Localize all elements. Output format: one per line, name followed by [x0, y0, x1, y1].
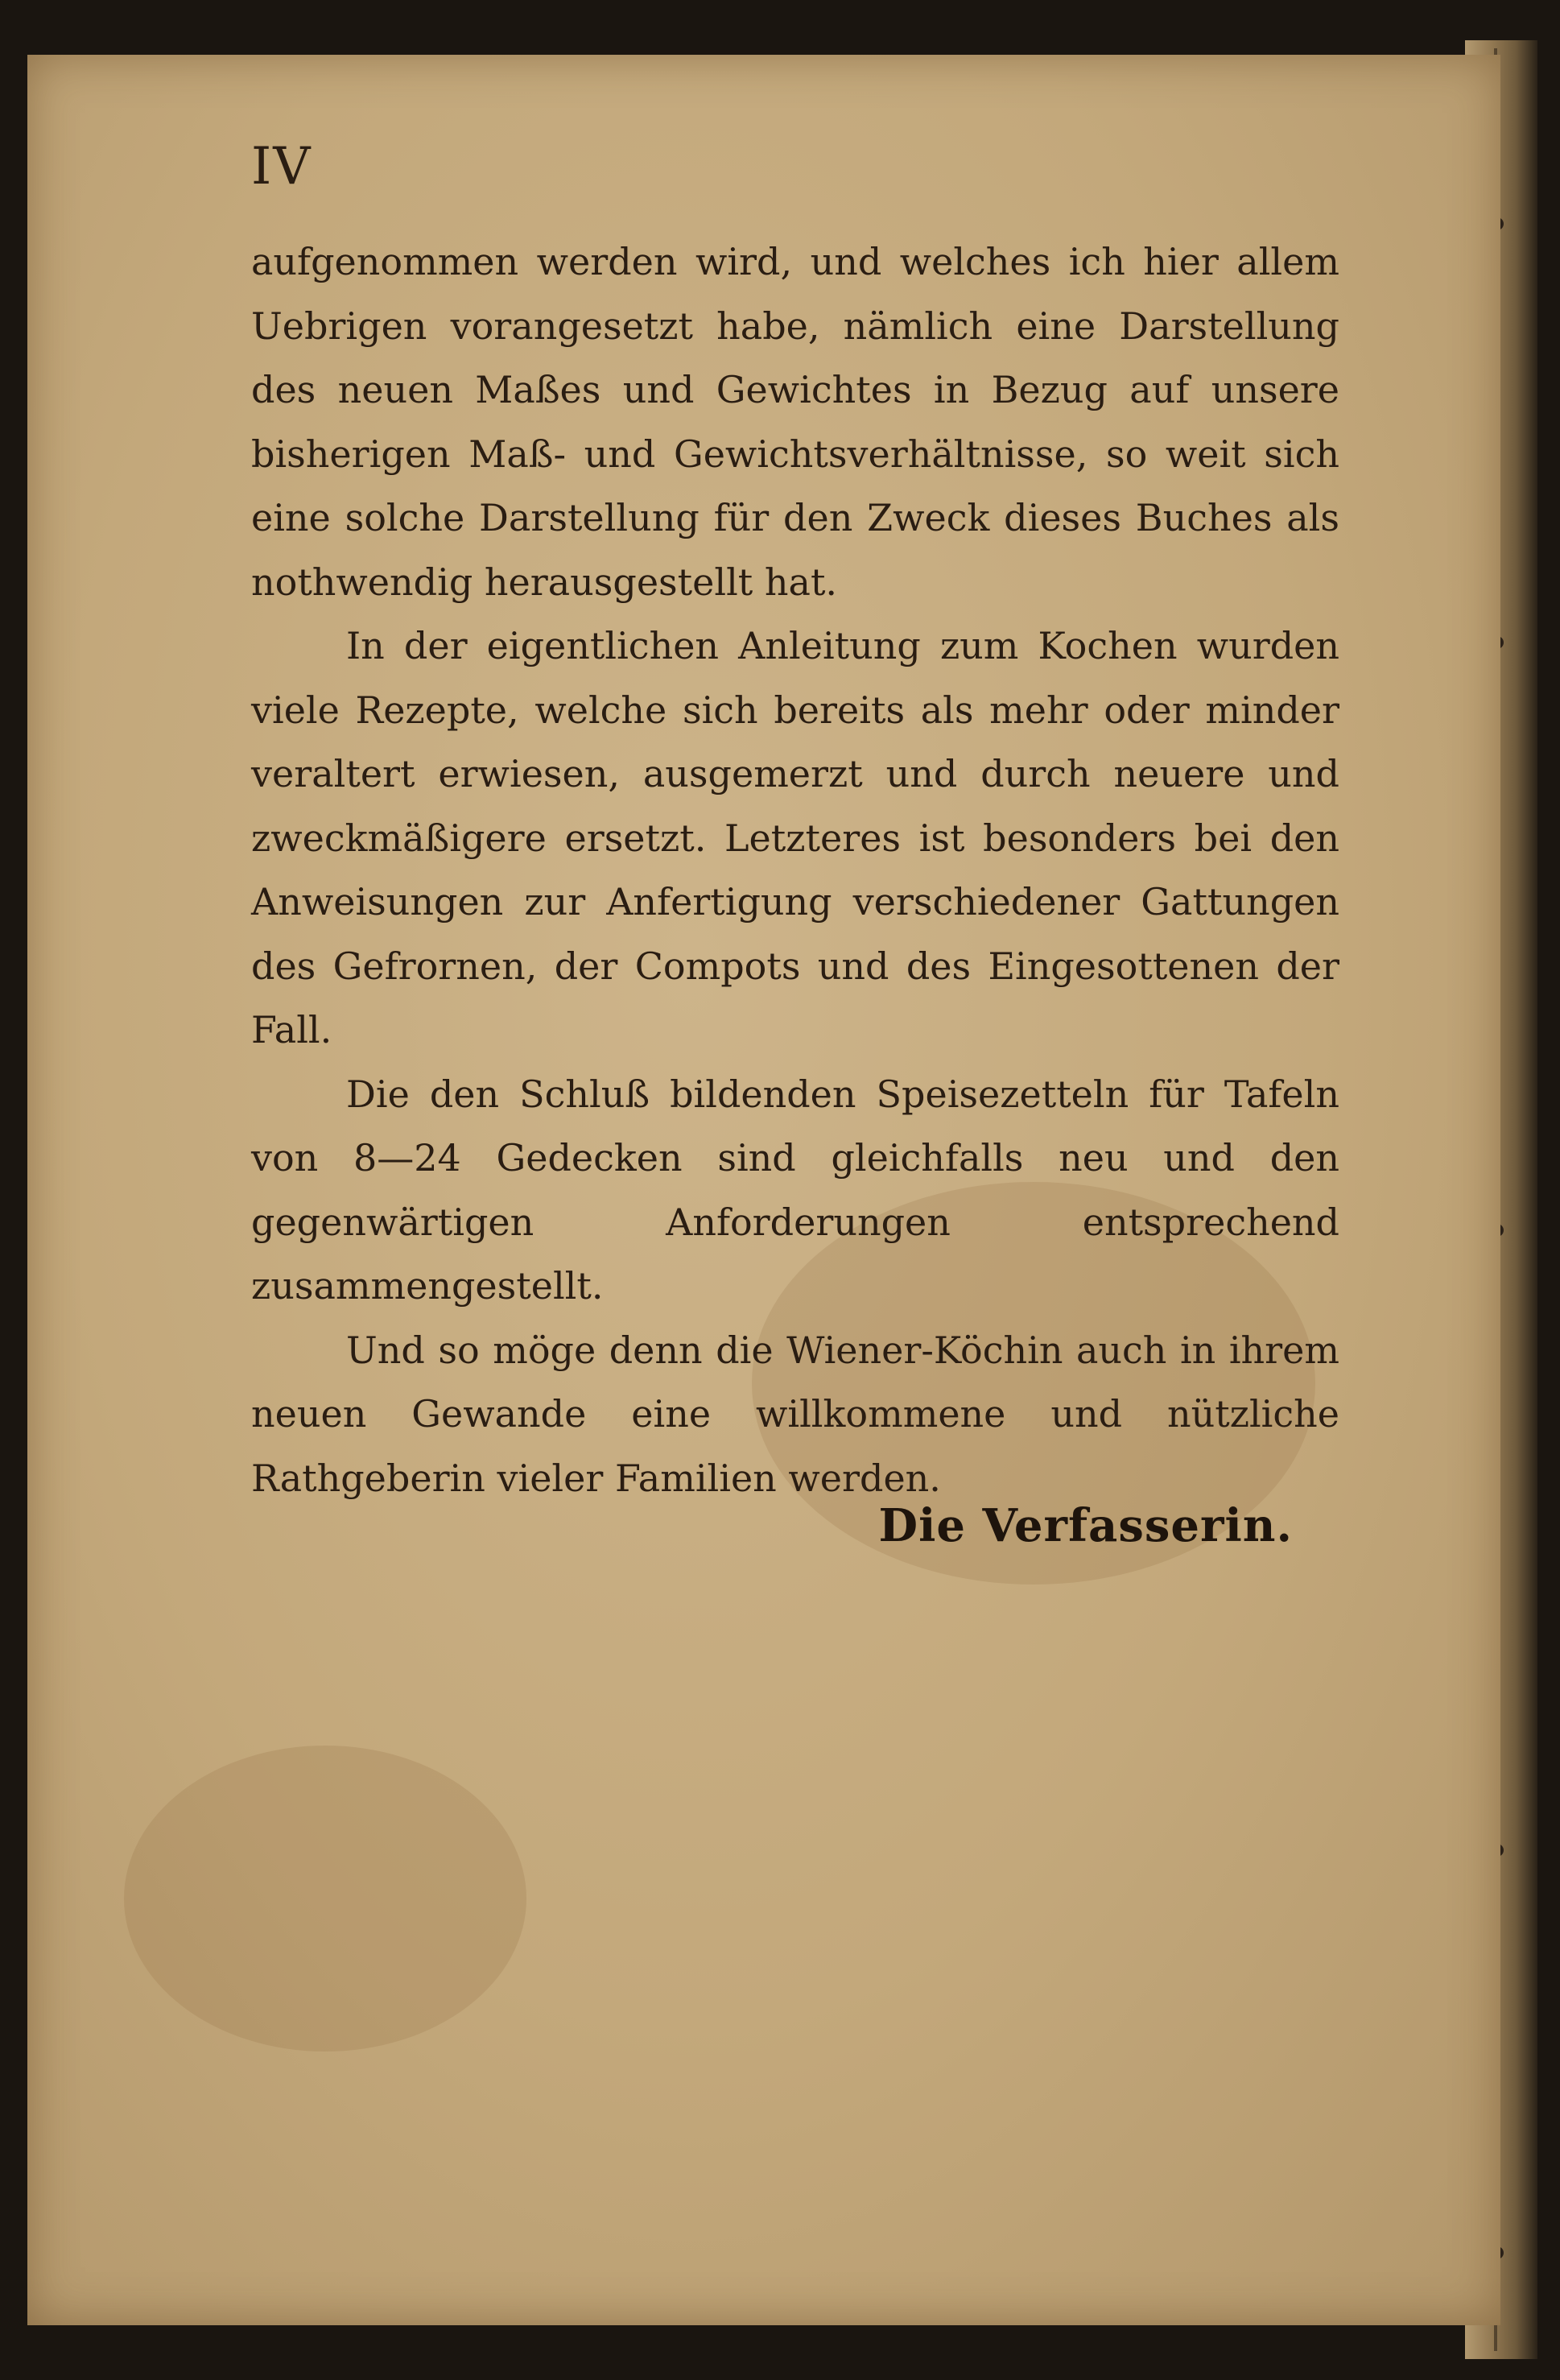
paragraph: In der eigentlichen Anleitung zum Kochen wurden viele Rezepte, welche sich bereits als mehr oder minder veraltert erwiesen, ausgemerzt und durch neuere und zweckmäßigere ersetzt. Letzteres ist besonders bei den Anweisungen zur Anfertigung verschiedener Gattungen des Gefrornen, der Compots und des Eingesottenen der Fall.	[251, 624, 1339, 1052]
signature: Die Verfasserin.	[878, 1499, 1293, 1552]
paragraph: Und so möge denn die Wiener-Köchin auch in ihrem neuen Gewande eine willkommene und nützliche Rathgeberin vieler Familien werden.	[251, 1328, 1339, 1500]
page-number: IV	[251, 137, 312, 196]
body-text	[251, 230, 1339, 1510]
paragraph: Die den Schluß bildenden Speisezetteln für Tafeln von 8—24 Gedecken sind gleichfalls neu und den gegenwärtigen Anforderungen entsprechend zusammengestellt.	[251, 1072, 1339, 1308]
paragraph: aufgenommen werden wird, und welches ich hier allem Uebrigen vorangesetzt habe, nämlich eine Darstellung des neuen Maßes und Gewichtes in Bezug auf unsere bisherigen Maß- und Gewichtsverhältnisse, so weit sich eine solche Darstellung für den Zweck dieses Buches als nothwendig herausgestellt hat.	[251, 240, 1339, 604]
paper-stain	[124, 1746, 526, 2052]
